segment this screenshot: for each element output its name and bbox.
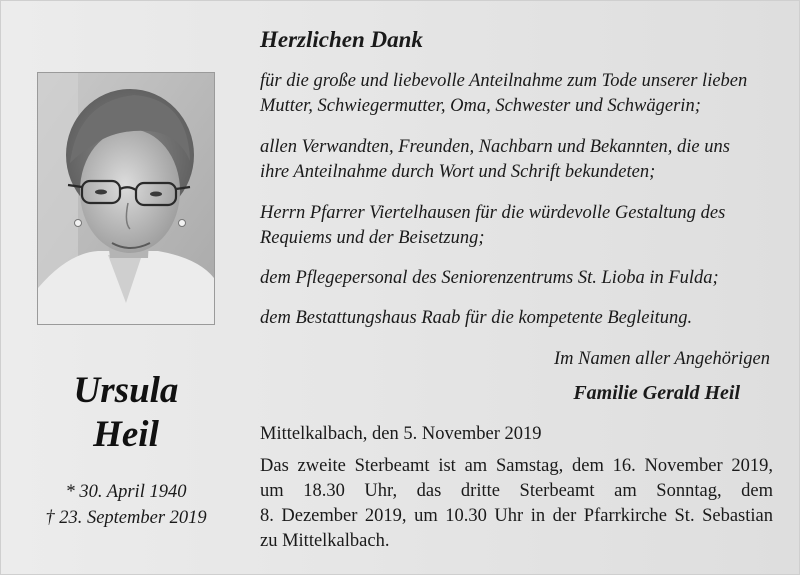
place-date: Mittelkalbach, den 5. November 2019 (260, 424, 542, 444)
text-line: Das zweite Sterbeamt ist am Samstag, dem 16. November 2019, (260, 456, 773, 476)
thanks-heading: Herzlichen Dank (260, 27, 423, 52)
text-line: Mutter, Schwiegermutter, Oma, Schwester und Schwägerin; (260, 96, 701, 116)
portrait-photo (37, 72, 215, 325)
thanks-paragraph (260, 201, 773, 251)
text-line: Requiems und der Beisetzung; (260, 228, 485, 248)
text-line: Herrn Pfarrer Viertelhausen für die würdevolle Gestaltung des (260, 203, 726, 223)
signature-intro: Im Namen aller Angehörigen (554, 349, 770, 369)
death-date: † 23. September 2019 (45, 508, 207, 528)
thanks-paragraph (260, 135, 773, 185)
thanks-paragraph (260, 69, 773, 119)
service-announcement (260, 454, 773, 554)
text-line: zu Mittelkalbach. (260, 531, 390, 551)
text-line: allen Verwandten, Freunden, Nachbarn und Bekannten, die uns (260, 137, 730, 157)
text-line: dem Pflegepersonal des Seniorenzentrums St. Lioba in Fulda; (260, 268, 719, 288)
text-line: für die große und liebevolle Anteilnahme zum Tode unserer lieben (260, 71, 748, 91)
thanks-paragraph (260, 306, 773, 331)
last-name: Heil (93, 414, 159, 455)
thanks-paragraph (260, 266, 773, 291)
birth-date: * 30. April 1940 (65, 482, 187, 502)
text-line: 8. Dezember 2019, um 10.30 Uhr in der Pfarrkirche St. Sebastian (260, 506, 773, 526)
text-line: ihre Anteilnahme durch Wort und Schrift bekundeten; (260, 162, 656, 182)
signature-family: Familie Gerald Heil (573, 382, 740, 404)
portrait-image (38, 73, 214, 324)
deceased-name (21, 369, 231, 457)
life-dates (21, 479, 231, 531)
first-name: Ursula (73, 370, 179, 411)
text-line: um 18.30 Uhr, das dritte Sterbeamt am Sonntag, dem (260, 481, 773, 501)
text-line: dem Bestattungshaus Raab für die kompetente Begleitung. (260, 308, 693, 328)
